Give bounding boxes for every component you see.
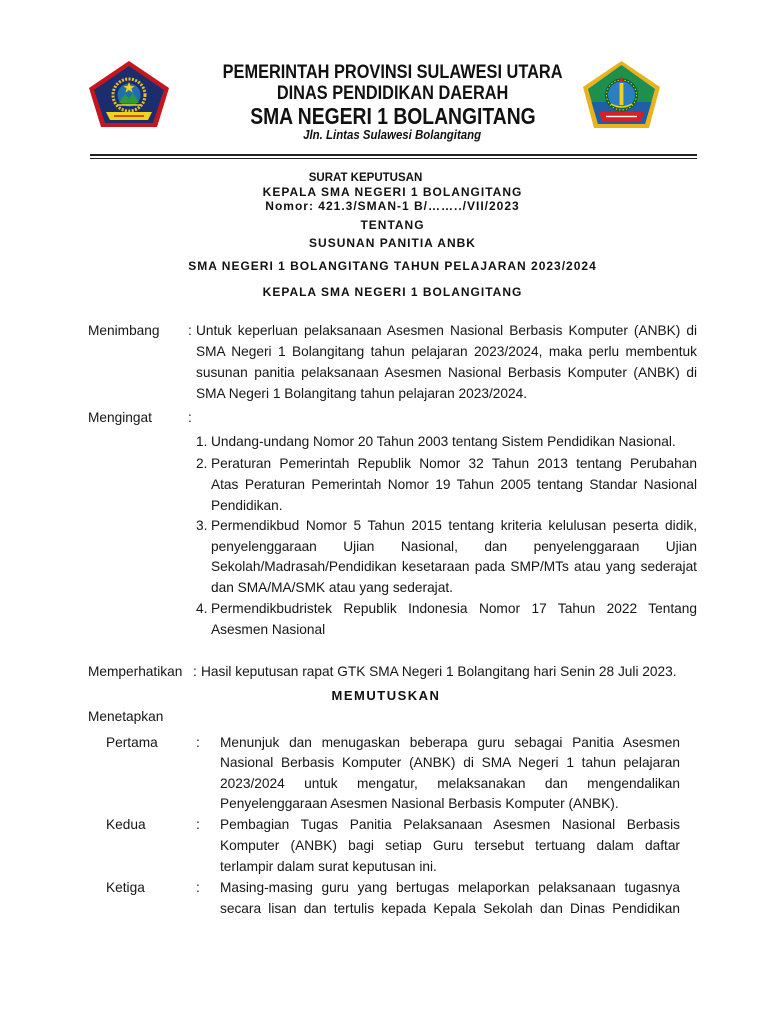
list-item-line: Pendidikan. xyxy=(211,498,283,513)
clause-line: terlampir dalam surat keputusan ini. xyxy=(220,859,437,874)
clause-label: Kedua xyxy=(106,817,146,832)
letterhead-school-line xyxy=(88,103,697,129)
agency-name: DINAS PENDIDIKAN DAERAH xyxy=(276,83,509,104)
list-item-line: Permendikbudristek Republik Indonesia Nomor 17 Tahun 2022 Tentang xyxy=(211,601,697,616)
list-item-number: 1. xyxy=(196,434,208,449)
considering-line: susunan panitia pelaksanaan Asesmen Nasional Berbasis Komputer (ANBK) di xyxy=(196,365,697,380)
decree-title: SURAT KEPUTUSAN xyxy=(308,172,423,184)
list-item-line: Atas Peraturan Pemerintah Nomor 19 Tahun 2005 tentang Standar Nasional xyxy=(211,477,697,492)
list-item-line: dan SMA/MA/SMK atau yang sederajat. xyxy=(211,580,453,595)
header-divider-thick xyxy=(90,154,697,156)
considering-separator: : xyxy=(188,323,192,338)
clause-separator: : xyxy=(196,817,200,832)
letterhead-agency-line xyxy=(88,83,697,105)
clause-line: Komputer (ANBK) bagi setiap Guru tersebut tertuang dalam daftar xyxy=(220,838,680,853)
school-address: Jln. Lintas Sulawesi Bolangitang xyxy=(303,127,482,142)
list-item-line: Undang-undang Nomor 20 Tahun 2003 tentang Sistem Pendidikan Nasional. xyxy=(211,434,676,449)
clause-line: secara lisan dan tertulis kepada Kepala Sekolah dan Dinas Pendidikan xyxy=(220,901,680,916)
clause-line: Penyelenggaraan Asesmen Nasional Berbasis Komputer (ANBK). xyxy=(220,796,619,811)
clause-label: Pertama xyxy=(106,735,158,750)
decree-subject: SUSUNAN PANITIA ANBK xyxy=(309,236,476,250)
list-item-line: Permendikbud Nomor 5 Tahun 2015 tentang kriteria kelulusan peserta didik, xyxy=(211,518,697,533)
clause-label: Ketiga xyxy=(106,880,145,895)
list-item-line: penyelenggaraan Ujian Nasional, dan penyelenggaraan Ujian xyxy=(211,539,697,554)
considering-label: Menimbang xyxy=(88,323,160,338)
decree-authority: KEPALA SMA NEGERI 1 BOLANGITANG xyxy=(262,285,523,299)
clause-line: Masing-masing guru yang bertugas melaporkan pelaksanaan tugasnya xyxy=(220,880,680,895)
list-item-line: Sekolah/Madrasah/Pendidikan kesetaraan pada SMP/MTs atau yang sederajat xyxy=(211,559,697,574)
recalling-separator: : xyxy=(188,410,192,425)
header-divider-thin xyxy=(90,158,697,159)
list-item-number: 2. xyxy=(196,456,208,471)
letterhead-government-line xyxy=(88,62,697,84)
government-name: PEMERINTAH PROVINSI SULAWESI UTARA xyxy=(222,62,563,83)
considering-line: SMA Negeri 1 Bolangitang tahun pelajaran 2023/2024, maka perlu membentuk xyxy=(196,344,697,359)
school-name: SMA NEGERI 1 BOLANGITANG xyxy=(249,103,536,129)
considering-line: SMA Negeri 1 Bolangitang tahun pelajaran 2023/2024. xyxy=(196,386,528,401)
decision-heading: MEMUTUSKAN xyxy=(331,688,441,703)
list-item-line: Peraturan Pemerintah Republik Nomor 32 Tahun 2013 tentang Perubahan xyxy=(211,456,697,471)
clause-separator: : xyxy=(196,735,200,750)
establish-label: Menetapkan xyxy=(88,709,164,724)
clause-line: Pembagian Tugas Panitia Pelaksanaan Asesmen Nasional Berbasis xyxy=(220,817,680,832)
list-item-number: 3. xyxy=(196,518,208,533)
decree-number: Nomor: 421.3/SMAN-1 B/……../VII/2023 xyxy=(265,199,520,213)
considering-line: Untuk keperluan pelaksanaan Asesmen Nasional Berbasis Komputer (ANBK) di xyxy=(196,323,697,338)
clause-separator: : xyxy=(196,880,200,895)
decree-subject-detail: SMA NEGERI 1 BOLANGITANG TAHUN PELAJARAN 2023/2024 xyxy=(188,259,597,273)
noting-text: Hasil keputusan rapat GTK SMA Negeri 1 Bolangitang hari Senin 28 Juli 2023. xyxy=(201,664,677,679)
clause-line: 2023/2024 untuk mengatur, melaksanakan dan mengendalikan xyxy=(220,776,680,791)
recalling-label: Mengingat xyxy=(88,410,152,425)
decree-about-label: TENTANG xyxy=(360,218,425,232)
noting-label: Memperhatikan xyxy=(88,664,183,679)
list-item-number: 4. xyxy=(196,601,208,616)
letterhead-address-line xyxy=(88,127,697,143)
clause-line: Nasional Berbasis Komputer (ANBK) di SMA Negeri 1 tahun pelajaran xyxy=(220,755,680,770)
clause-line: Menunjuk dan menugaskan beberapa guru sebagai Panitia Asesmen xyxy=(220,735,680,750)
decree-issuer: KEPALA SMA NEGERI 1 BOLANGITANG xyxy=(262,185,523,199)
list-item-line: Asesmen Nasional xyxy=(211,622,326,637)
noting-separator: : xyxy=(193,664,197,679)
